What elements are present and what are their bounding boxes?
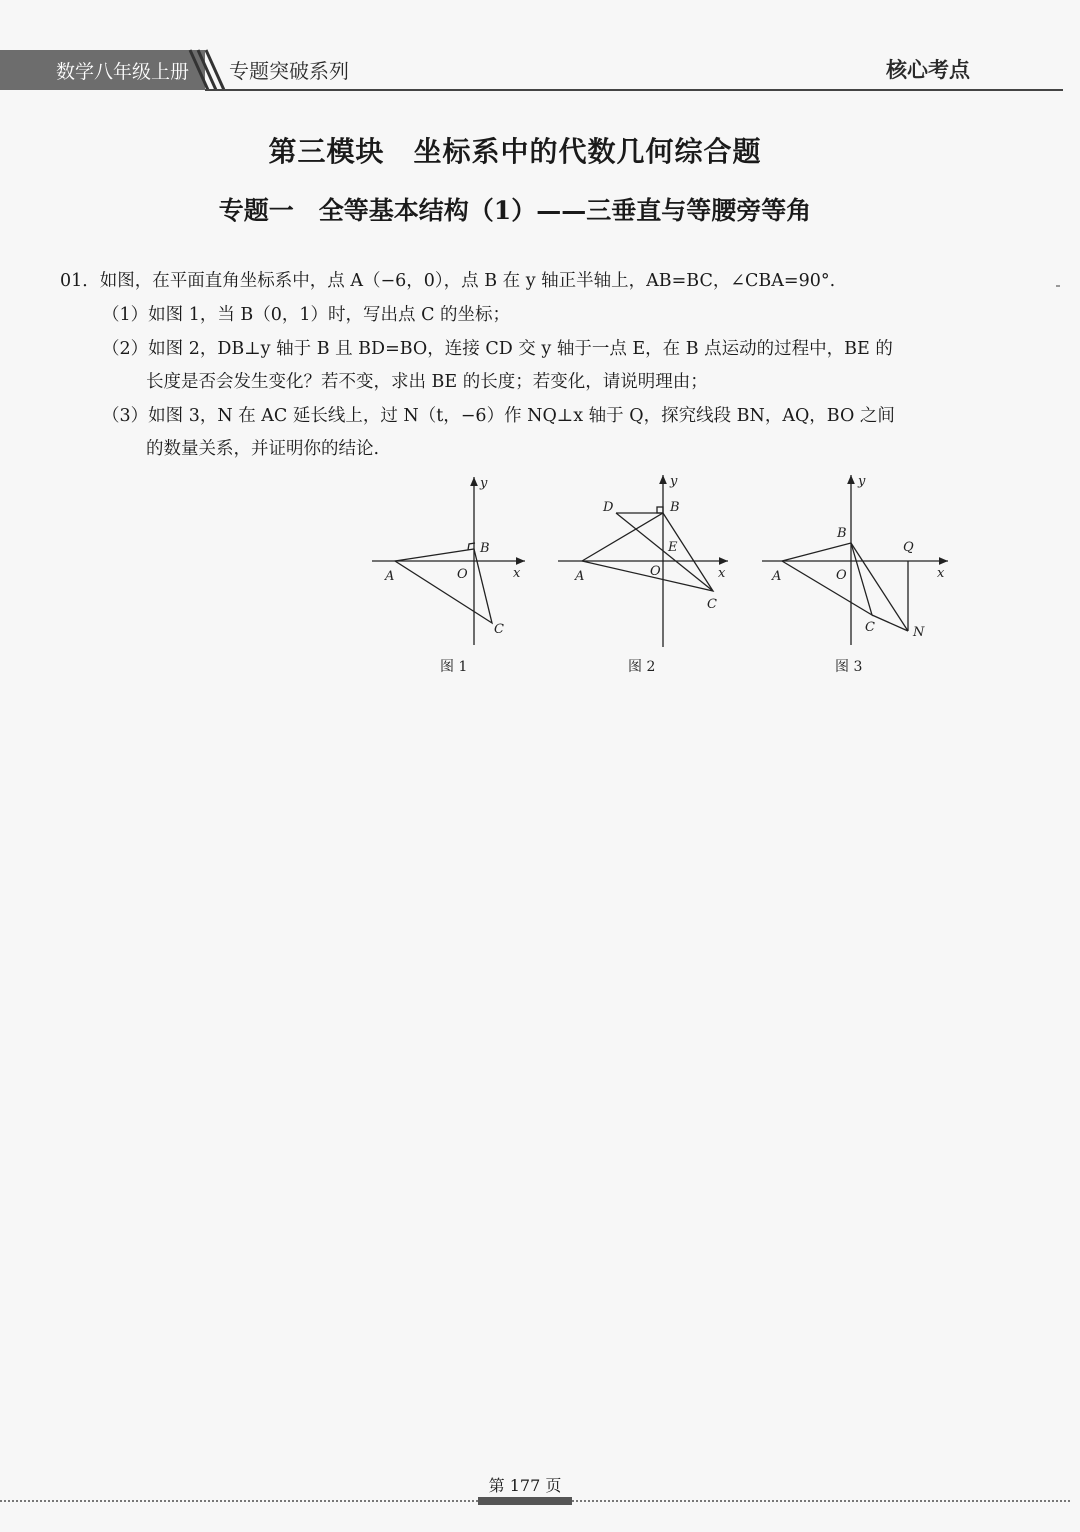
series-title: 专题突破系列	[229, 59, 349, 83]
module-title: 第三模块 坐标系中的代数几何综合题	[268, 135, 762, 168]
edge-mark	[1056, 285, 1060, 287]
figure-2	[558, 475, 728, 647]
topic-title: 专题一 全等基本结构（1）——三垂直与等腰旁等角	[218, 196, 812, 225]
fig2-point-e-label: E	[668, 540, 678, 555]
fig2-y-label: y	[670, 474, 678, 489]
fig1-point-a-label: A	[385, 569, 395, 584]
fig1-x-label: x	[513, 566, 521, 581]
figure-3	[762, 475, 948, 645]
fig2-triangle-abc	[582, 513, 713, 591]
fig3-point-q-label: Q	[903, 540, 914, 555]
fig1-origin-label: O	[457, 567, 468, 582]
fig2-point-b-label: B	[670, 500, 680, 515]
fig3-x-label: x	[937, 566, 945, 581]
header-rule	[205, 89, 1063, 91]
question-3-line-1: （3）如图 3，N 在 AC 延长线上，过 N（t，−6）作 NQ⊥x 轴于 Q，探究线段 BN，AQ，BO 之间	[102, 406, 895, 426]
fig1-caption: 图 1	[440, 659, 468, 675]
fig3-origin-label: O	[836, 568, 847, 583]
page-header	[0, 0, 1080, 100]
fig3-point-b-label: B	[837, 526, 847, 541]
fig2-x-label: x	[718, 566, 726, 581]
fig3-caption: 图 3	[835, 659, 863, 675]
figures	[360, 465, 960, 695]
fig2-point-c-label: C	[707, 597, 717, 612]
question-1: （1）如图 1，当 B（0，1）时，写出点 C 的坐标；	[102, 305, 511, 325]
fig1-triangle-abc	[395, 549, 492, 623]
figure-1	[372, 477, 525, 645]
book-title: 数学八年级上册	[56, 61, 190, 83]
fig1-y-label: y	[480, 476, 488, 491]
fig2-right-angle-mark	[657, 507, 663, 513]
fig1-point-b-label: B	[480, 541, 490, 556]
header-slash-decoration	[186, 48, 226, 92]
question-2-line-1: （2）如图 2，DB⊥y 轴于 B 且 BD=BO，连接 CD 交 y 轴于一点 E，在 B 点运动的过程中，BE 的	[102, 339, 893, 359]
fig2-origin-label: O	[650, 564, 661, 579]
fig2-point-a-label: A	[575, 569, 585, 584]
question-3-line-2: 的数量关系，并证明你的结论.	[146, 439, 380, 459]
fig3-point-n-label: N	[913, 625, 925, 640]
page-number: 第 177 页	[488, 1476, 562, 1495]
fig3-point-c-label: C	[865, 620, 875, 635]
footer-bar	[478, 1497, 572, 1505]
section-label: 核心考点	[886, 57, 970, 82]
fig2-caption: 图 2	[628, 659, 656, 675]
question-2-line-2: 长度是否会发生变化？若不变，求出 BE 的长度；若变化，请说明理由；	[146, 372, 708, 392]
fig3-y-label: y	[858, 474, 866, 489]
fig1-point-c-label: C	[494, 622, 504, 637]
fig3-point-a-label: A	[772, 569, 782, 584]
fig2-point-d-label: D	[603, 500, 614, 515]
problem-stem: 01．如图，在平面直角坐标系中，点 A（−6，0），点 B 在 y 轴正半轴上，AB=BC，∠CBA=90°.	[60, 271, 836, 291]
